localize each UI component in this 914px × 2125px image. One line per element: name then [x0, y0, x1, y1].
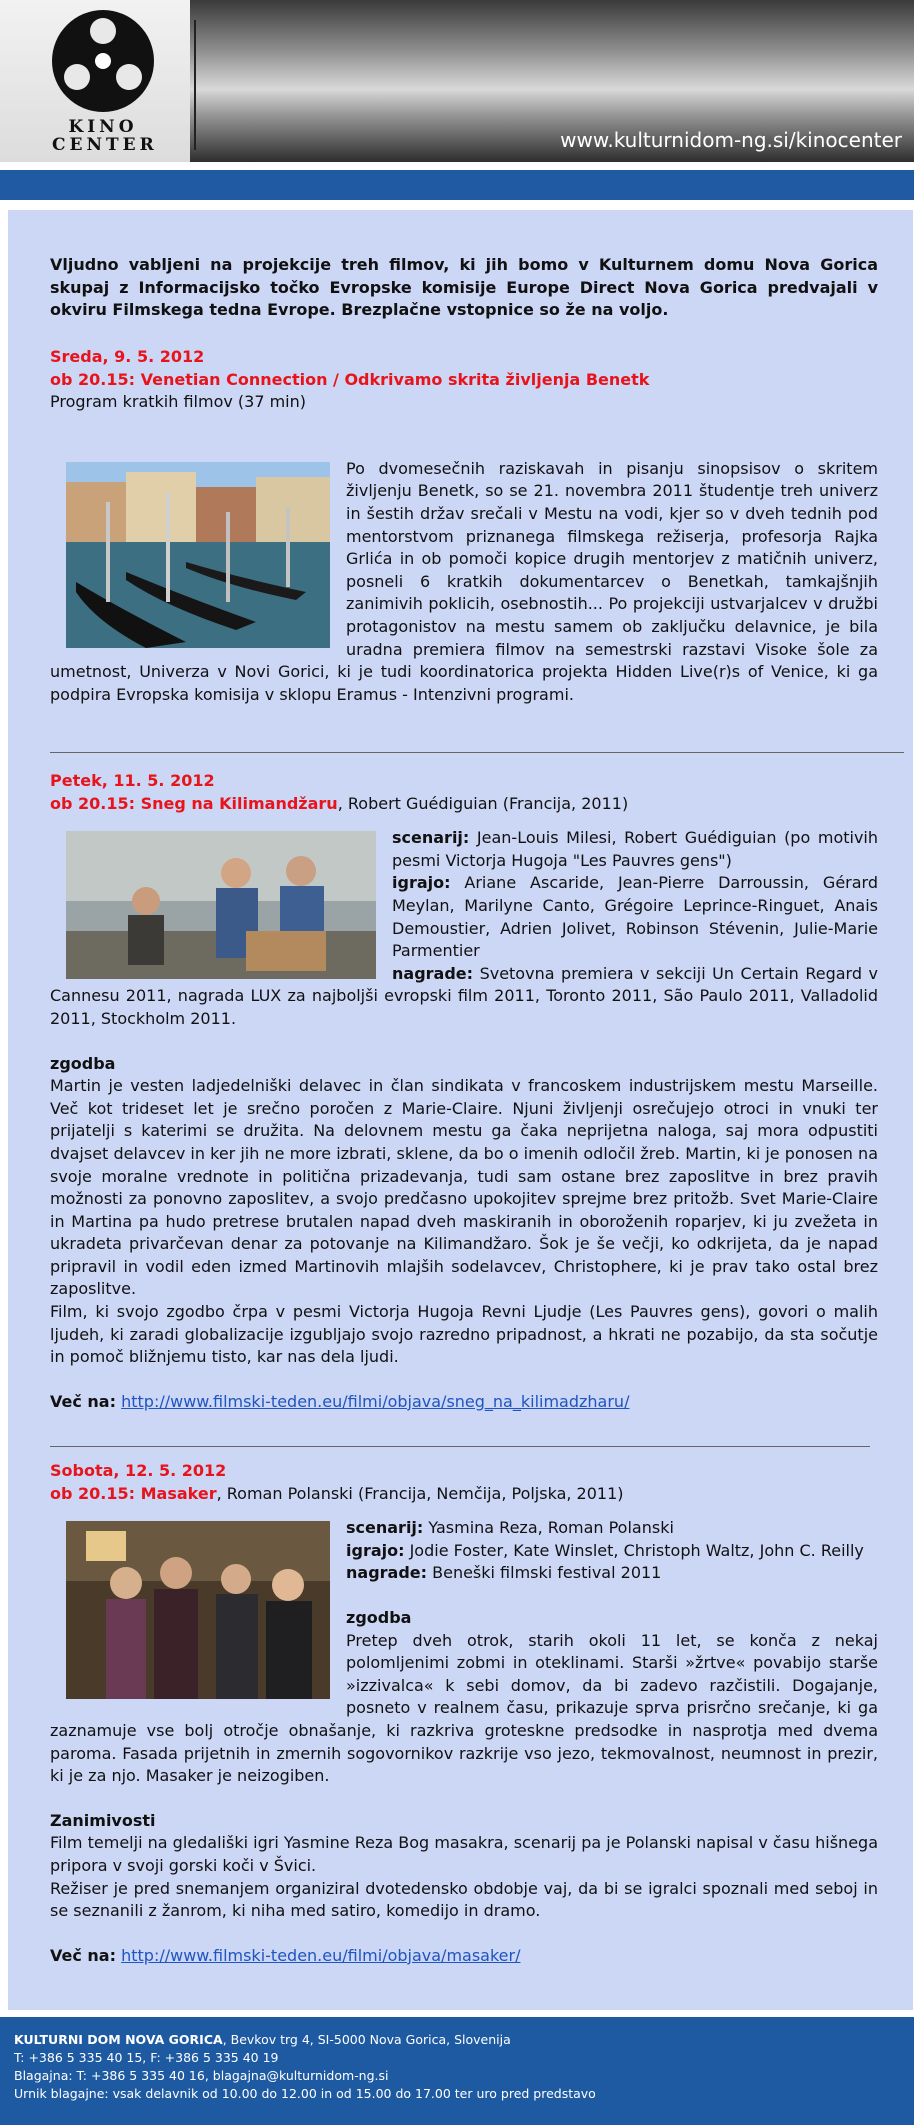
film3-zanimivosti-1: Film temelji na gledališki igri Yasmine Reza Bog masakra, scenarij pa je Polanski napisal v času hišnega pripora v svoji gorski koči v Švici. — [50, 1833, 878, 1875]
film2-zgodba-1: Martin je vesten ladjedelniški delavec in član sindikata v francoskem industrijskem mestu Marseille. Več kot trideset let je srečno poročen z Marie-Claire. Njuni življenji osrečujejo otroci in vnuki ter prijatelji s katerimi se družita. Na delovnem mestu ga čaka neprijetna naloga, saj mora odpustiti dvajset delavcev in ker jih ne more izbrati, sklene, da bo o imenih odločil žreb. Martin, ki je ponosen na svoje moralne vrednote in politična prizadevanja, tudi sam ostane brez zaposlitve in brez pravih možnosti za ponovno zaposlitev, a svojo predčasno upokojitev sprejme brez pritožb. Svet Marie-Claire in Martina pa hudo pretrese brutalen napad dveh maskiranih in oboroženih roparjev, ki ju zvežeta in ukradeta privarčevan denar za potovanje na Kilimandžaro. Šok je še večji, ko odkrijeta, da je napad pripravil in vodil eden izmed Martinovih mlajših sodelavcev, Christophere, ki je prav tako ostal brez zaposlitve. — [50, 1076, 878, 1299]
film2-date: Petek, 11. 5. 2012 — [50, 771, 215, 790]
logo-line-center: CENTER — [52, 135, 158, 155]
film3-credit: , Roman Polanski (Francija, Nemčija, Poljska, 2011) — [216, 1483, 624, 1503]
film2-link[interactable]: http://www.filmski-teden.eu/filmi/objava/sneg_na_kilimadzharu/ — [121, 1391, 630, 1411]
film3-scenarij-label: scenarij: — [346, 1518, 424, 1538]
film2-igrajo-label: igrajo: — [392, 873, 451, 893]
film1-date: Sreda, 9. 5. 2012 — [50, 347, 205, 366]
film1-block — [50, 346, 878, 706]
footer-address: , Bevkov trg 4, SI-5000 Nova Gorica, Slovenija — [222, 2032, 511, 2047]
logo-divider — [194, 20, 196, 150]
kilimanjaro-still-image — [66, 831, 376, 979]
film2-zgodba-label: zgodba — [50, 1053, 116, 1073]
film3-still-image — [66, 1521, 330, 1699]
film3-vec-label: Več na: — [50, 1945, 116, 1965]
film2-scenarij: Jean-Louis Milesi, Robert Guédiguian (po motivih pesmi Victorja Hugoja "Les Pauvres gens") — [392, 828, 878, 870]
film3-block — [50, 1460, 878, 1967]
film3-igrajo: Jodie Foster, Kate Winslet, Christoph Waltz, John C. Reilly — [404, 1540, 864, 1560]
blue-band — [0, 170, 914, 200]
footer-hours: Urnik blagajne: vsak delavnik od 10.00 do 12.00 in od 15.00 do 17.00 ter uro pred predstavo — [14, 2086, 596, 2101]
film2-scenarij-label: scenarij: — [392, 828, 470, 848]
film2-credit: , Robert Guédiguian (Francija, 2011) — [337, 793, 629, 813]
film3-link[interactable]: http://www.filmski-teden.eu/filmi/objava/masaker/ — [121, 1945, 521, 1965]
film3-zanimivosti-label: Zanimivosti — [50, 1810, 156, 1830]
film3-zgodba-label: zgodba — [346, 1607, 412, 1627]
footer-box-office: Blagajna: T: +386 5 335 40 16, blagajna@kulturnidom-ng.si — [14, 2068, 389, 2083]
film1-description: Po dvomesečnih raziskavah in pisanju sinopsisov o skritem življenju Benetk, so se 21. novembra 2011 študentje treh univerz in šestih držav srečali v Mestu na vodi, kjer so v dveh tednih pod mentorstvom priznanega filmskega režiserja, profesorja Rajka Grlića in ob pomoči kopice drugih mentorjev z matičnih univerz, posneli 6 kratkih dokumentarcev o Benetkah, tamkajšnjih zanimivih poklicih, osebnostih... Po projekciji ustvarjalcev v družbi protagonistov na mestu samem ob zaključku delavnice, je bila uradna premiera filmov na semestrski razstavi Visoke šole za umetnost, Univerza v Novi Gorici, ki je tudi koordinatorica projekta Hidden Live(r)s of Venice, ki ga podpira Evropska komisija v sklopu Eramus - Intenzivni programi. — [50, 458, 878, 704]
film2-nagrade-label: nagrade: — [392, 963, 474, 983]
film2-nagrade: Svetovna premiera v sekciji Un Certain Regard v Cannesu 2011, nagrada LUX za najboljši evropski film 2011, Toronto 2011, São Paulo 2011, Valladolid 2011, Stockholm 2011. — [50, 963, 878, 1028]
intro-text: Vljudno vabljeni na projekcije treh filmov, ki jih bomo v Kulturnem domu Nova Gorica skupaj z Informacijsko točko Evropske komisije Europe Direct Nova Gorica predvajali v okviru Filmskega tedna Evrope. Brezplačne vstopnice so že na voljo. — [50, 255, 878, 320]
film3-date: Sobota, 12. 5. 2012 — [50, 1461, 227, 1480]
masaker-still-image — [66, 1521, 330, 1699]
film-reel-icon — [52, 10, 154, 112]
film3-zanimivosti-2: Režiser je pred snemanjem organiziral dvotedensko obdobje vaj, da bi se igralci spoznali med seboj in se seznanili z žanrom, ki niha med satiro, komedijo in dramo. — [50, 1878, 878, 1921]
logo-line-kino: KINO — [68, 117, 138, 137]
footer — [0, 2017, 914, 2125]
film2-title: ob 20.15: Sneg na Kilimandžaru — [50, 793, 338, 813]
film1-title: ob 20.15: Venetian Connection / Odkrivamo skrita življenja Benetk — [50, 369, 650, 389]
film3-scenarij: Yasmina Reza, Roman Polanski — [423, 1518, 674, 1538]
footer-org-name: KULTURNI DOM NOVA GORICA — [14, 2032, 223, 2047]
divider-1 — [50, 752, 904, 753]
film3-igrajo-label: igrajo: — [346, 1540, 405, 1560]
film2-still-image — [66, 831, 376, 979]
header-url[interactable]: www.kulturnidom-ng.si/kinocenter — [560, 128, 902, 152]
footer-phone: T: +386 5 335 40 15, F: +386 5 335 40 19 — [14, 2050, 279, 2065]
logo-text — [52, 117, 158, 155]
film3-nagrade-label: nagrade: — [346, 1563, 428, 1583]
film2-vec-label: Več na: — [50, 1391, 116, 1411]
divider-2 — [50, 1446, 870, 1447]
film3-nagrade: Beneški filmski festival 2011 — [427, 1563, 662, 1583]
venice-gondolas-image — [66, 462, 330, 648]
film2-igrajo: Ariane Ascaride, Jean-Pierre Darroussin, Gérard Meylan, Marilyne Canto, Grégoire Leprince-Ringuet, Anais Demoustier, Adrien Jolivet, Robinson Stévenin, Julie-Marie Parmentier — [392, 873, 878, 961]
film1-subtitle: Program kratkih filmov (37 min) — [50, 392, 307, 412]
film3-zgodba: Pretep dveh otrok, starih okoli 11 let, se konča z nekaj polomljenimi zobmi in oteklinami. Starši »žrtve« povabijo starše »izzivalca« k sebi domov, da bi zadevo razčistili. Dogajanje, posneto v realnem času, prikazuje sprva prisrčno srečanje, ki ga zaznamuje vse bolj otročje obnašanje, ki razkriva groteskne predsodke in nasprotja med dvema paroma. Fasada prijetnih in zmernih sogovornikov razkrije vso jezo, tekmovalnost, neumnost in prezir, ki je za njo. Masaker je neizogiben. — [50, 1630, 878, 1786]
film1-venice-image — [66, 462, 330, 648]
main-content-area — [8, 210, 913, 2010]
film2-zgodba-2: Film, ki svojo zgodbo črpa v pesmi Victorja Hugoja Revni Ljudje (Les Pauvres gens), govori o malih ljudeh, ki zaradi globalizacije izgubljajo svojo razredno pripadnost, a hkrati ne pozabijo, da sta sočutje in pomoč bližnjemu tisto, kar nas dela ljudi. — [50, 1302, 878, 1367]
film2-block — [50, 770, 878, 1413]
header-banner — [0, 0, 914, 162]
film3-title: ob 20.15: Masaker — [50, 1483, 217, 1503]
